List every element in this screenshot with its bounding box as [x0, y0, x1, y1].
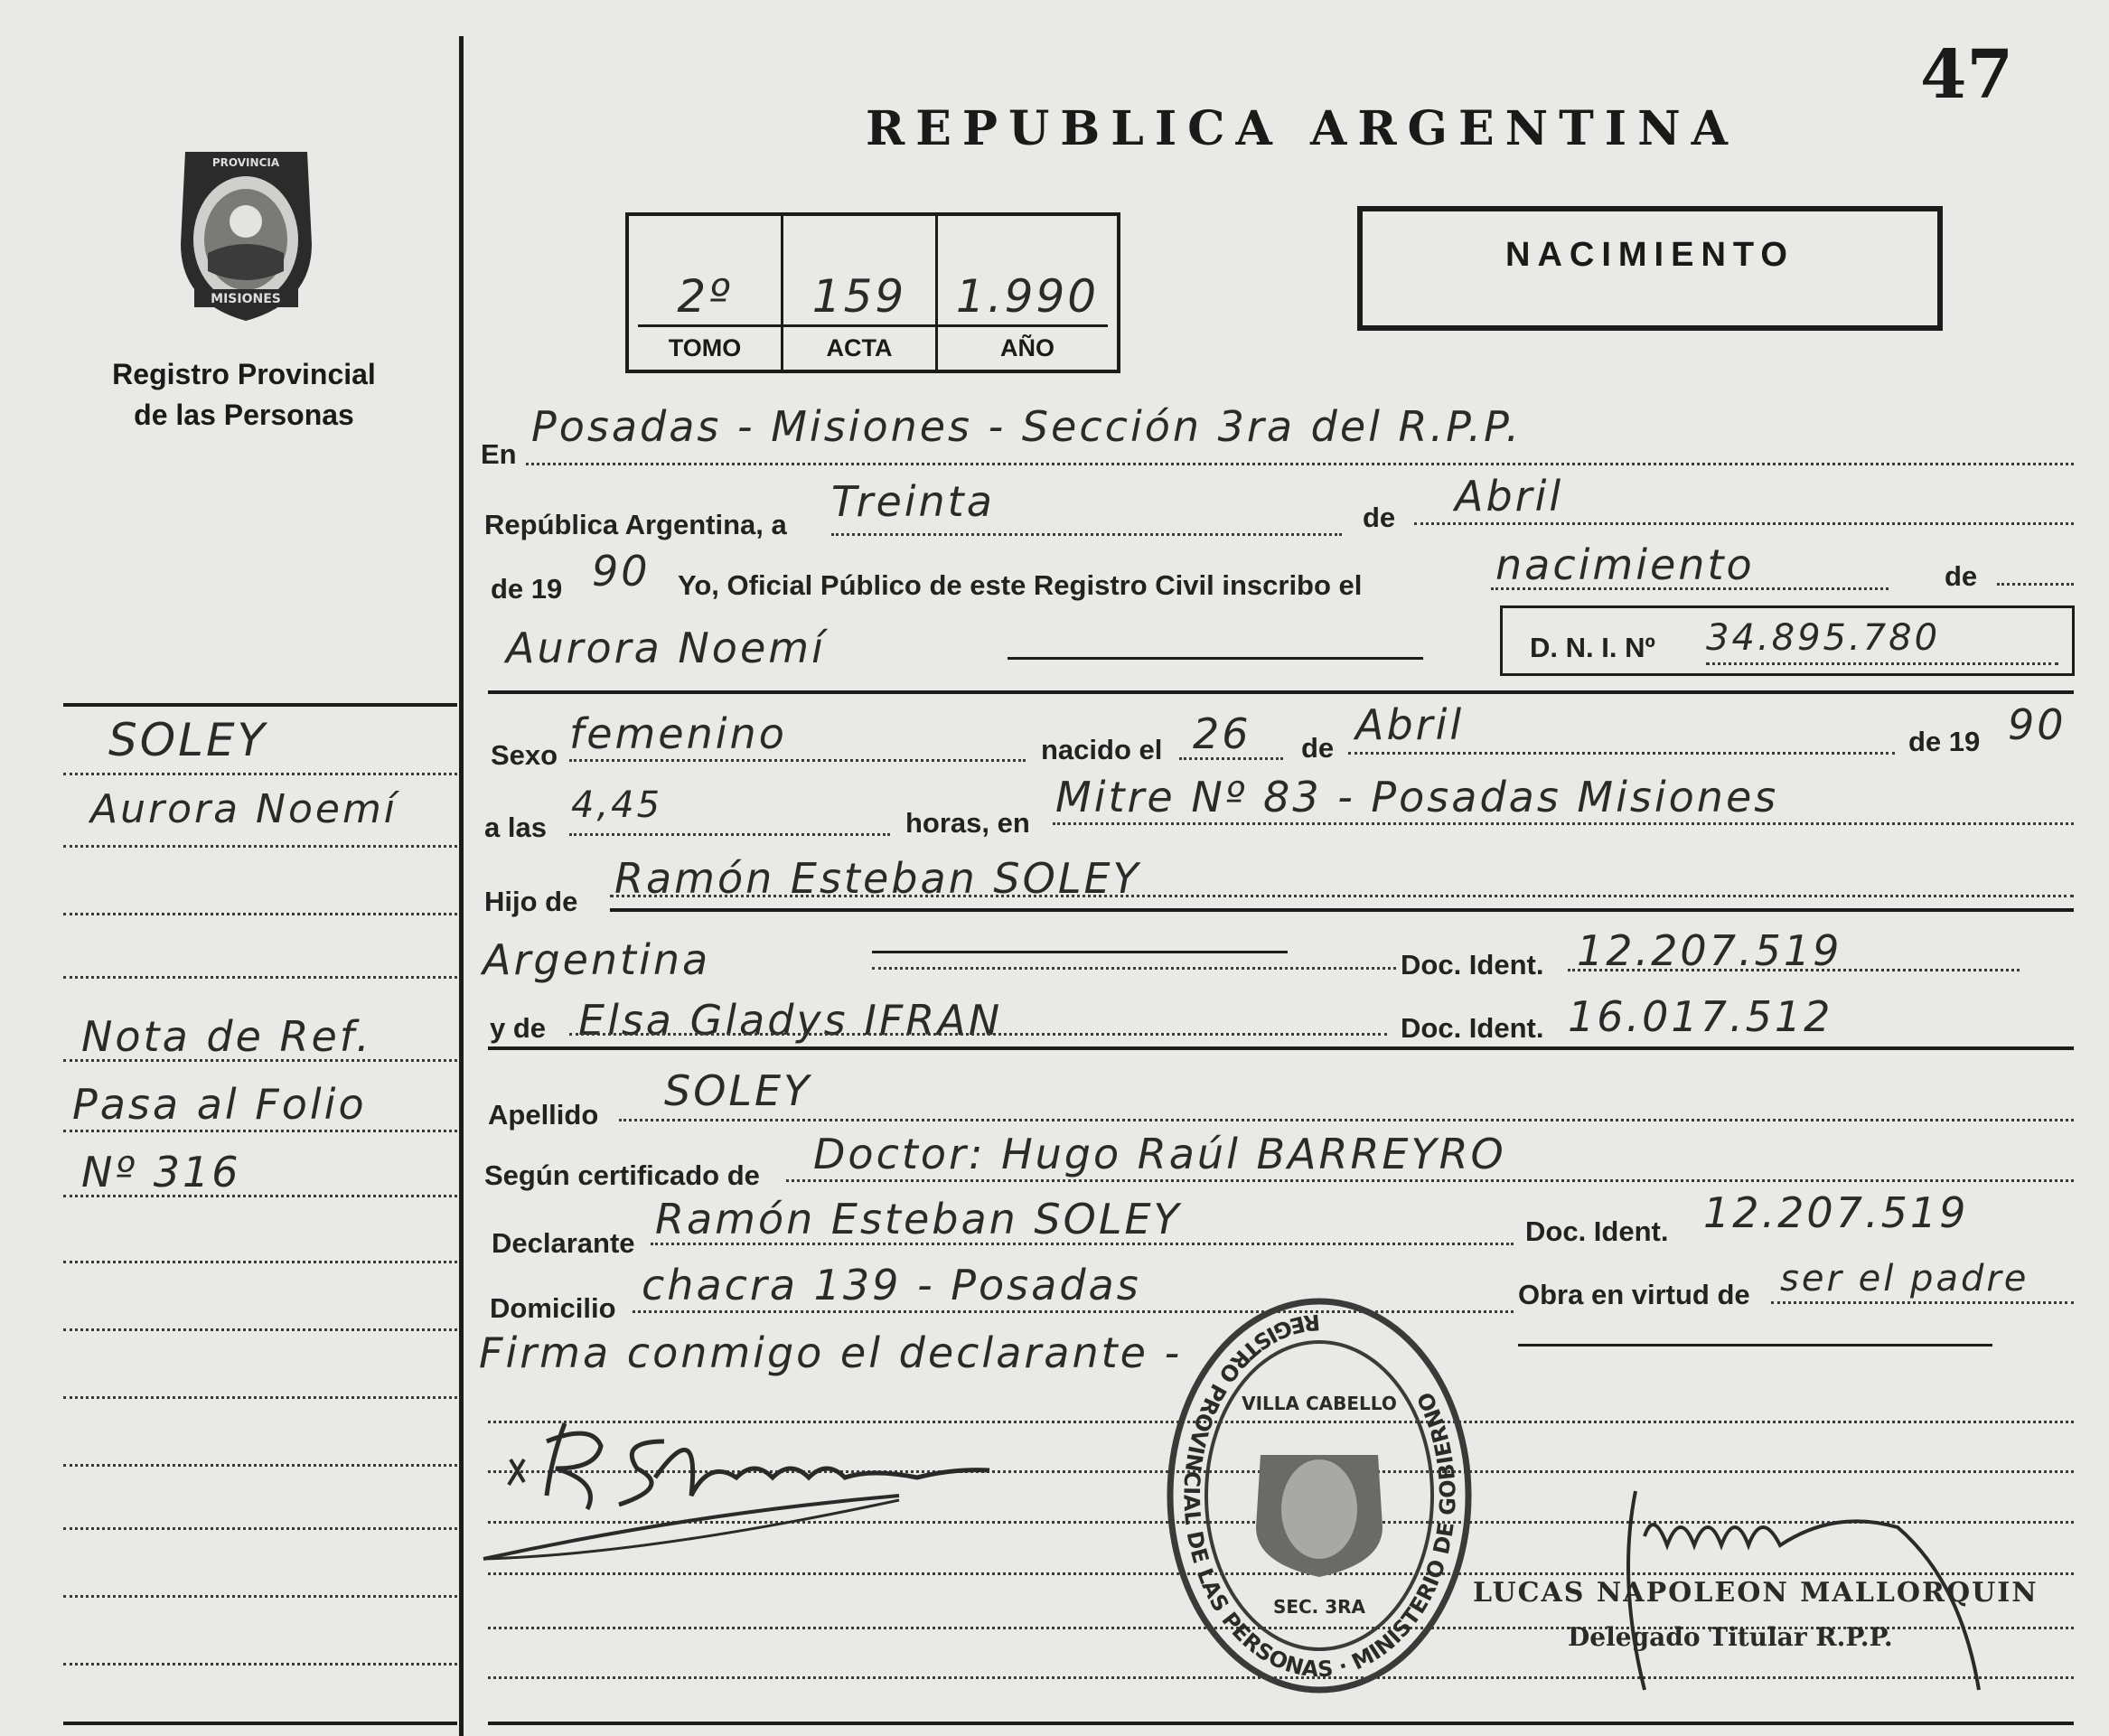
hora-value: 4,45: [571, 784, 663, 826]
margin-line-13: [63, 1595, 457, 1598]
margin-bottom-rule: [63, 1722, 457, 1725]
dia-nac-line: [1179, 757, 1283, 760]
domicilio-value: chacra 139 - Posadas: [642, 1261, 1141, 1309]
horas-label: horas, en: [905, 807, 1030, 839]
section-rule: [488, 690, 2074, 694]
nacido-dia: 26: [1193, 709, 1251, 758]
apellido-label: Apellido: [488, 1099, 599, 1131]
bottom-rule: [488, 1722, 2074, 1725]
mes-nac-line: [1348, 752, 1895, 755]
nacido-label: nacido el: [1041, 734, 1163, 765]
nombre-dash: [1008, 657, 1423, 660]
firma-dash: [1518, 1344, 1992, 1347]
en-value: Posadas - Misiones - Sección 3ra del R.P.P.: [531, 402, 1523, 451]
certificado-line: [786, 1179, 2074, 1182]
de2-line: [1997, 583, 2074, 586]
de2-label: de: [1945, 560, 1978, 592]
ano-label: AÑO: [1000, 334, 1054, 361]
margin-line-1: [63, 773, 457, 775]
doc-label-3: Doc. Ident.: [1525, 1215, 1669, 1247]
dni-box: [1500, 605, 2075, 676]
republica-label: República Argentina, a: [484, 509, 787, 540]
record-box: [625, 212, 1120, 373]
firma-text: Firma conmigo el declarante -: [479, 1328, 1183, 1377]
de-label: de: [1363, 502, 1396, 533]
margin-line-2: [63, 845, 457, 848]
dni-value: 34.895.780: [1706, 617, 1941, 659]
nac-line: [872, 967, 1396, 970]
madre-line: [569, 1033, 1387, 1036]
official-stamp: [1161, 1292, 1477, 1699]
stamp-bottom-text: SEC. 3RA: [1272, 1596, 1366, 1618]
anio2-value: 90: [2008, 700, 2067, 749]
record-underline: [638, 324, 1108, 327]
domicilio-label: Domicilio: [490, 1292, 616, 1324]
mes-value: Abril: [1455, 472, 1564, 521]
sexo-label: Sexo: [491, 739, 558, 771]
padre-doc-line: [1568, 969, 2020, 971]
acta-cell: [783, 216, 938, 370]
stamp-inner-text: VILLA CABELLO: [1242, 1393, 1397, 1414]
en-label: En: [481, 438, 517, 470]
hora-line: [569, 833, 890, 836]
official-title: Delegado Titular R.P.P.: [1568, 1622, 1893, 1652]
nacido-mes: Abril: [1355, 700, 1465, 749]
ano-value: 1.990: [955, 270, 1100, 323]
certificado-value: Doctor: Hugo Raúl BARREYRO: [813, 1130, 1506, 1178]
page-title: REPUBLICA ARGENTINA: [866, 101, 1739, 156]
padre-doc: 12.207.519: [1577, 926, 1842, 975]
mes-line: [1414, 522, 2074, 525]
de3-label: de: [1301, 732, 1335, 764]
tomo-value: 2º: [677, 270, 733, 323]
seal-bottom-text: MISIONES: [211, 292, 281, 306]
anio2-prefix: de 19: [1908, 726, 1981, 757]
doc-label-1: Doc. Ident.: [1401, 949, 1544, 981]
alas-label: a las: [484, 812, 547, 843]
lugar-line: [1053, 822, 2074, 825]
margin-line-9: [63, 1328, 457, 1331]
margin-nota-1: Nota de Ref.: [81, 1012, 372, 1061]
margin-line-6: [63, 1130, 457, 1132]
madre-rule: [488, 1046, 2074, 1050]
padre-line: [610, 895, 2074, 897]
doc-type-box: [1357, 206, 1943, 331]
declarant-signature: [465, 1405, 998, 1577]
sexo-line: [569, 759, 1026, 762]
margin-apellido: SOLEY: [108, 714, 268, 766]
certificado-label: Según certificado de: [484, 1159, 760, 1191]
margin-line-12: [63, 1527, 457, 1530]
apellido-line: [619, 1119, 2074, 1121]
yde-label: y de: [490, 1012, 547, 1044]
margin-top-rule: [63, 703, 457, 707]
margin-line-3: [63, 913, 457, 915]
dni-label: D. N. I. Nº: [1530, 632, 1655, 663]
obra-line: [1771, 1301, 2074, 1304]
nac-dash: [872, 951, 1288, 953]
margin-line-10: [63, 1396, 457, 1399]
margin-nota-3: Nº 316: [81, 1148, 241, 1196]
dia-value: Treinta: [831, 477, 995, 526]
margin-line-11: [63, 1464, 457, 1467]
acta-value: 159: [811, 270, 907, 323]
registry-line-2: de las Personas: [134, 399, 354, 431]
margin-divider: [459, 36, 464, 1736]
seal-top-text: PROVINCIA: [211, 156, 280, 169]
tomo-label: TOMO: [668, 334, 742, 361]
anio-value: 90: [592, 547, 651, 596]
lugar-value: Mitre Nº 83 - Posadas Misiones: [1055, 773, 1779, 821]
declarante-label: Declarante: [492, 1227, 635, 1259]
obra-value: ser el padre: [1780, 1258, 2029, 1300]
dni-line: [1706, 662, 2058, 665]
page-number: 47: [1920, 36, 2013, 114]
tomo-cell: [629, 216, 783, 370]
oficial-text: Yo, Oficial Público de este Registro Civil inscribo el: [678, 569, 1363, 601]
dia-line: [831, 533, 1342, 536]
doc-type-label: NACIMIENTO: [1505, 235, 1795, 274]
nombre-value: Aurora Noemí: [506, 624, 826, 672]
anio-prefix: de 19: [491, 573, 563, 605]
margin-line-4: [63, 976, 457, 979]
madre-doc: 16.017.512: [1568, 992, 1833, 1041]
margin-line-8: [63, 1261, 457, 1263]
stamp-ring-text: REGISTRO PROVINCIAL DE LAS PERSONAS · MINISTERIO DE GOBIERNO: [1178, 1309, 1461, 1683]
declarante-doc: 12.207.519: [1703, 1188, 1969, 1237]
hijo-label: Hijo de: [484, 886, 578, 917]
declarante-value: Ramón Esteban SOLEY: [655, 1195, 1182, 1243]
margin-line-14: [63, 1663, 457, 1666]
en-line: [526, 463, 2074, 465]
acta-label: ACTA: [826, 334, 893, 361]
registry-name: [54, 354, 434, 436]
provincial-seal-logo: [167, 136, 325, 325]
padre-nacionalidad: Argentina: [483, 935, 711, 984]
official-name: LUCAS NAPOLEON MALLORQUIN: [1473, 1577, 2039, 1609]
obra-label: Obra en virtud de: [1518, 1279, 1750, 1310]
inscribe-value: nacimiento: [1495, 540, 1755, 589]
margin-nombre: Aurora Noemí: [90, 786, 398, 832]
doc-label-2: Doc. Ident.: [1401, 1012, 1544, 1044]
sexo-value: femenino: [569, 709, 787, 758]
margin-nota-2: Pasa al Folio: [72, 1080, 367, 1129]
apellido-value: SOLEY: [664, 1066, 812, 1115]
madre-value: Elsa Gladys IFRAN: [578, 996, 1003, 1045]
padre-value: Ramón Esteban SOLEY: [614, 854, 1141, 903]
ano-cell: [938, 216, 1117, 370]
registry-line-1: Registro Provincial: [112, 358, 376, 390]
declarante-line: [651, 1243, 1514, 1245]
padre-rule: [610, 908, 2074, 912]
